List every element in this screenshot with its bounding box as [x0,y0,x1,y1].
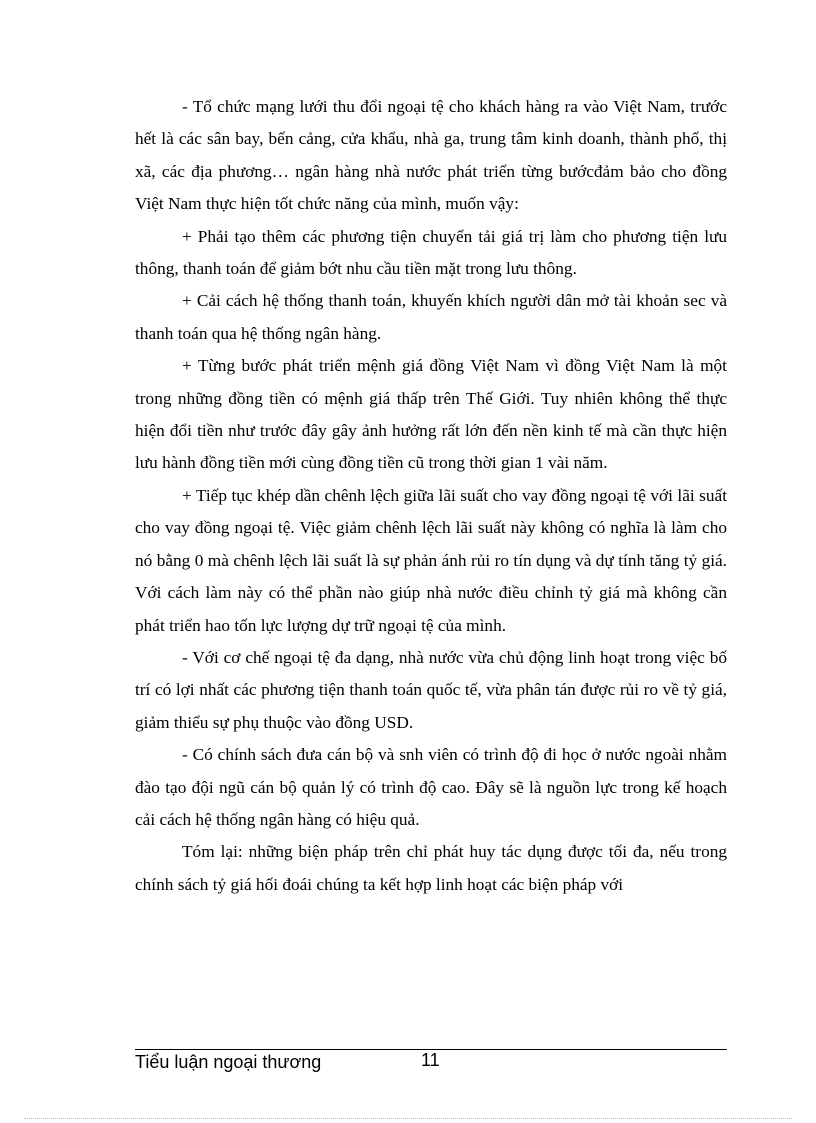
paragraph-denomination: + Từng bước phát triển mệnh giá đồng Việt Nam vì đồng Việt Nam là một trong những đồng tiền có mệnh giá thấp trên Thế Giới. Tuy nhiên không thể thực hiện đổi tiền như trước đây gây ảnh hưởng rất lớn đến nền kinh tế mà cần thực hiện lưu hành đồng tiền mới cùng đồng tiền cũ trong thời gian 1 vài năm. [135,356,727,473]
footer-title: Tiểu luận ngoại thương [135,1052,322,1072]
page-bottom-border [24,1118,792,1119]
body-text [135,91,727,901]
paragraph-payment-instruments: + Phải tạo thêm các phương tiện chuyển tải giá trị làm cho phương tiện lưu thông, thanh toán để giảm bớt nhu cầu tiền mặt trong lưu thông. [135,226,727,279]
paragraph-exchange-network: - Tổ chức mạng lưới thu đổi ngoại tệ cho khách hàng ra vào Việt Nam, trước hết là các sân bay, bến cảng, cửa khẩu, nhà ga, trung tâm kinh doanh, thành phố, thị xã, các địa phương… ngân hàng nhà nước phát triển từng bướcđảm bảo cho đồng Việt Nam thực hiện tốt chức năng của mình, muốn vậy: [135,97,727,214]
paragraph-summary: Tóm lại: những biện pháp trên chỉ phát huy tác dụng được tối đa, nếu trong chính sách tỷ giá hối đoái chúng ta kết hợp linh hoạt các biện pháp với [135,842,727,894]
paragraph-payment-reform: + Cải cách hệ thống thanh toán, khuyến khích người dân mở tài khoản sec và thanh toán qua hệ thống ngân hàng. [135,291,727,343]
paragraph-staff-training: - Có chính sách đưa cán bộ và snh viên có trình độ đi học ở nước ngoài nhằm đào tạo đội ngũ cán bộ quản lý có trình độ cao. Đây sẽ là nguồn lực trong kế hoạch cải cách hệ thống ngân hàng có hiệu quả. [135,745,727,829]
page-number: 11 [421,1050,440,1070]
paragraph-diverse-currency: - Với cơ chế ngoại tệ đa dạng, nhà nước vừa chủ động linh hoạt trong việc bố trí có lợi nhất các phương tiện thanh toán quốc tế, vừa phân tán được rủi ro về tỷ giá, giảm thiểu sự phụ thuộc vào đồng USD. [135,647,727,732]
paragraph-interest-gap: + Tiếp tục khép dần chênh lệch giữa lãi suất cho vay đồng ngoại tệ với lãi suất cho vay đồng ngoại tệ. Việc giảm chênh lệch lãi suất này không có nghĩa là làm cho nó bằng 0 mà chênh lệch lãi suất là sự phản ánh rủi ro tín dụng và dự tính tăng tỷ giá. Với cách làm này có thể phần nào giúp nhà nước điều chỉnh tỷ giá mà không cần phát triển hao tốn lực lượng dự trữ ngoại tệ của mình. [135,485,727,635]
